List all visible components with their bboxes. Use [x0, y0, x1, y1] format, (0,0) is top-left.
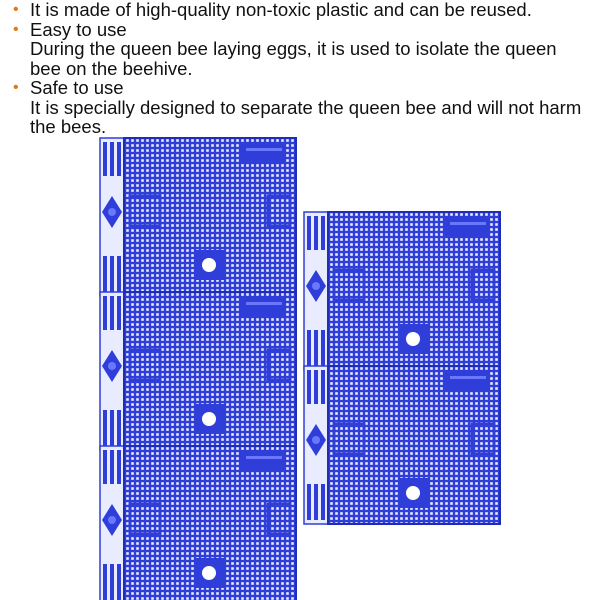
feature-title: Easy to use: [30, 18, 127, 40]
excluder-plate: [100, 292, 296, 450]
bullet-icon: •: [13, 20, 19, 38]
feature-description: It is specially designed to separate the queen bee and will not harm the bees.: [30, 96, 582, 137]
feature-description: During the queen bee laying eggs, it is used to isolate the queen bee on the beehive.: [30, 38, 557, 79]
bullet-icon: •: [13, 79, 19, 96]
excluder-plate: [304, 366, 500, 524]
bullet-icon: •: [13, 1, 19, 18]
feature-title: It is made of high-quality non-toxic plastic and can be reused.: [30, 0, 532, 20]
excluder-plate: [100, 138, 296, 296]
feature-title: Safe to use: [30, 77, 124, 98]
excluder-plate: [304, 212, 500, 370]
excluder-plate: [100, 446, 296, 600]
